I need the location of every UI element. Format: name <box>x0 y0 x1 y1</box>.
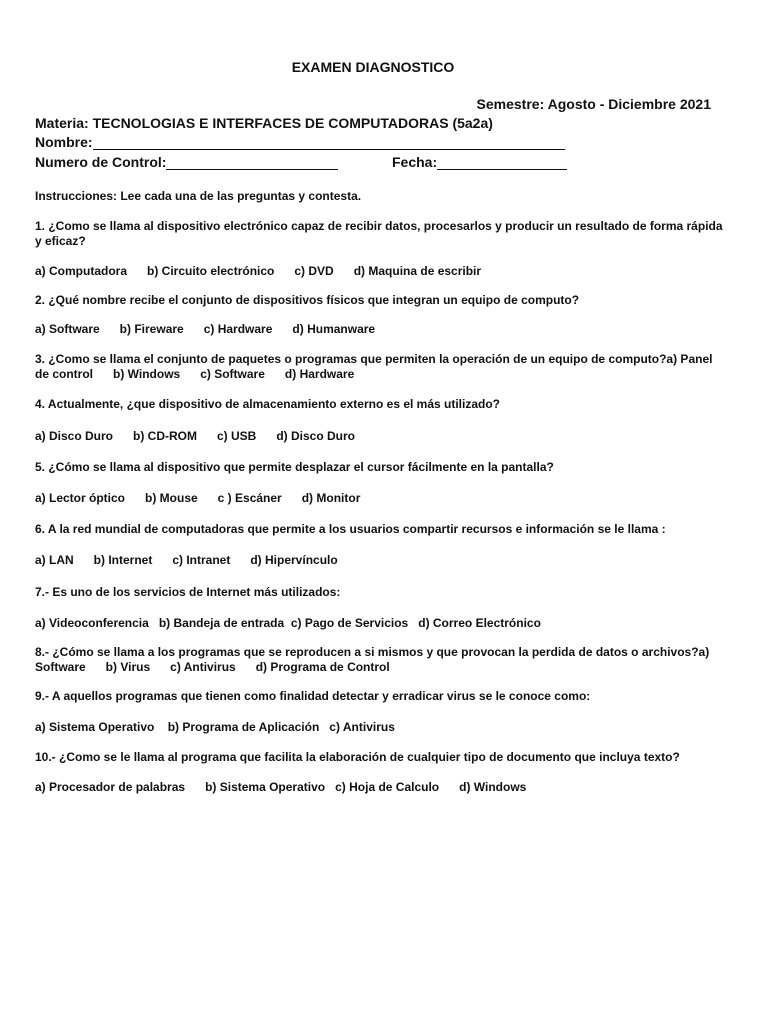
date-blank-line[interactable] <box>437 155 567 170</box>
answers-9: a) Sistema Operativo b) Programa de Aplicación c) Antivirus <box>35 720 395 734</box>
answers-1: a) Computadora b) Circuito electrónico c) DVD d) Maquina de escribir <box>35 264 482 278</box>
question-5: 5. ¿Cómo se llama al dispositivo que permite desplazar el cursor fácilmente en la pantalla? <box>35 460 554 474</box>
name-field-row <box>35 134 565 150</box>
question-8: 8.- ¿Cómo se llama a los programas que se reproducen a si mismos y que provocan la perdida de datos o archivos?a) Software b) Virus c) Antivirus d) Programa de Control <box>35 645 713 674</box>
instructions-text: Instrucciones: Lee cada una de las preguntas y contesta. <box>35 189 362 203</box>
question-7: 7.- Es uno de los servicios de Internet más utilizados: <box>35 585 341 599</box>
exam-title: EXAMEN DIAGNOSTICO <box>291 59 455 75</box>
question-4: 4. Actualmente, ¿que dispositivo de almacenamiento externo es el más utilizado? <box>35 397 501 411</box>
date-label: Fecha: <box>392 154 438 170</box>
answers-4: a) Disco Duro b) CD-ROM c) USB d) Disco Duro <box>35 429 356 443</box>
answers-5: a) Lector óptico b) Mouse c ) Escáner d) Monitor <box>35 491 361 505</box>
question-1: 1. ¿Como se llama al dispositivo electrónico capaz de recibir datos, procesarlos y producir un resultado de forma rápida y eficaz? <box>35 219 726 248</box>
answers-10: a) Procesador de palabras b) Sistema Operativo c) Hoja de Calculo d) Windows <box>35 780 527 794</box>
answers-7: a) Videoconferencia b) Bandeja de entrada c) Pago de Servicios d) Correo Electrónico <box>35 616 541 630</box>
question-3: 3. ¿Como se llama el conjunto de paquetes o programas que permiten la operación de un equipo de computo?a) Panel de control b) Windows c) Software d) Hardware <box>35 352 716 381</box>
answers-2: a) Software b) Fireware c) Hardware d) Humanware <box>35 322 376 336</box>
control-number-row <box>35 154 338 170</box>
question-2: 2. ¿Qué nombre recibe el conjunto de dispositivos físicos que integran un equipo de computo? <box>35 293 580 307</box>
name-blank-line[interactable] <box>93 135 565 150</box>
question-10: 10.- ¿Como se le llama al programa que facilita la elaboración de cualquier tipo de documento que incluya texto? <box>35 750 680 764</box>
subject-label: Materia: TECNOLOGIAS E INTERFACES DE COMPUTADORAS (5a2a) <box>35 115 493 131</box>
date-field-row <box>392 154 567 170</box>
control-number-label: Numero de Control: <box>35 154 167 170</box>
question-9: 9.- A aquellos programas que tienen como finalidad detectar y erradicar virus se le conoce como: <box>35 689 591 703</box>
control-number-blank-line[interactable] <box>166 155 338 170</box>
question-6: 6. A la red mundial de computadoras que permite a los usuarios compartir recursos e información se le llama : <box>35 522 666 536</box>
name-label: Nombre: <box>35 134 93 150</box>
semester-label: Semestre: Agosto - Diciembre 2021 <box>476 96 711 112</box>
answers-6: a) LAN b) Internet c) Intranet d) Hipervínculo <box>35 553 338 567</box>
